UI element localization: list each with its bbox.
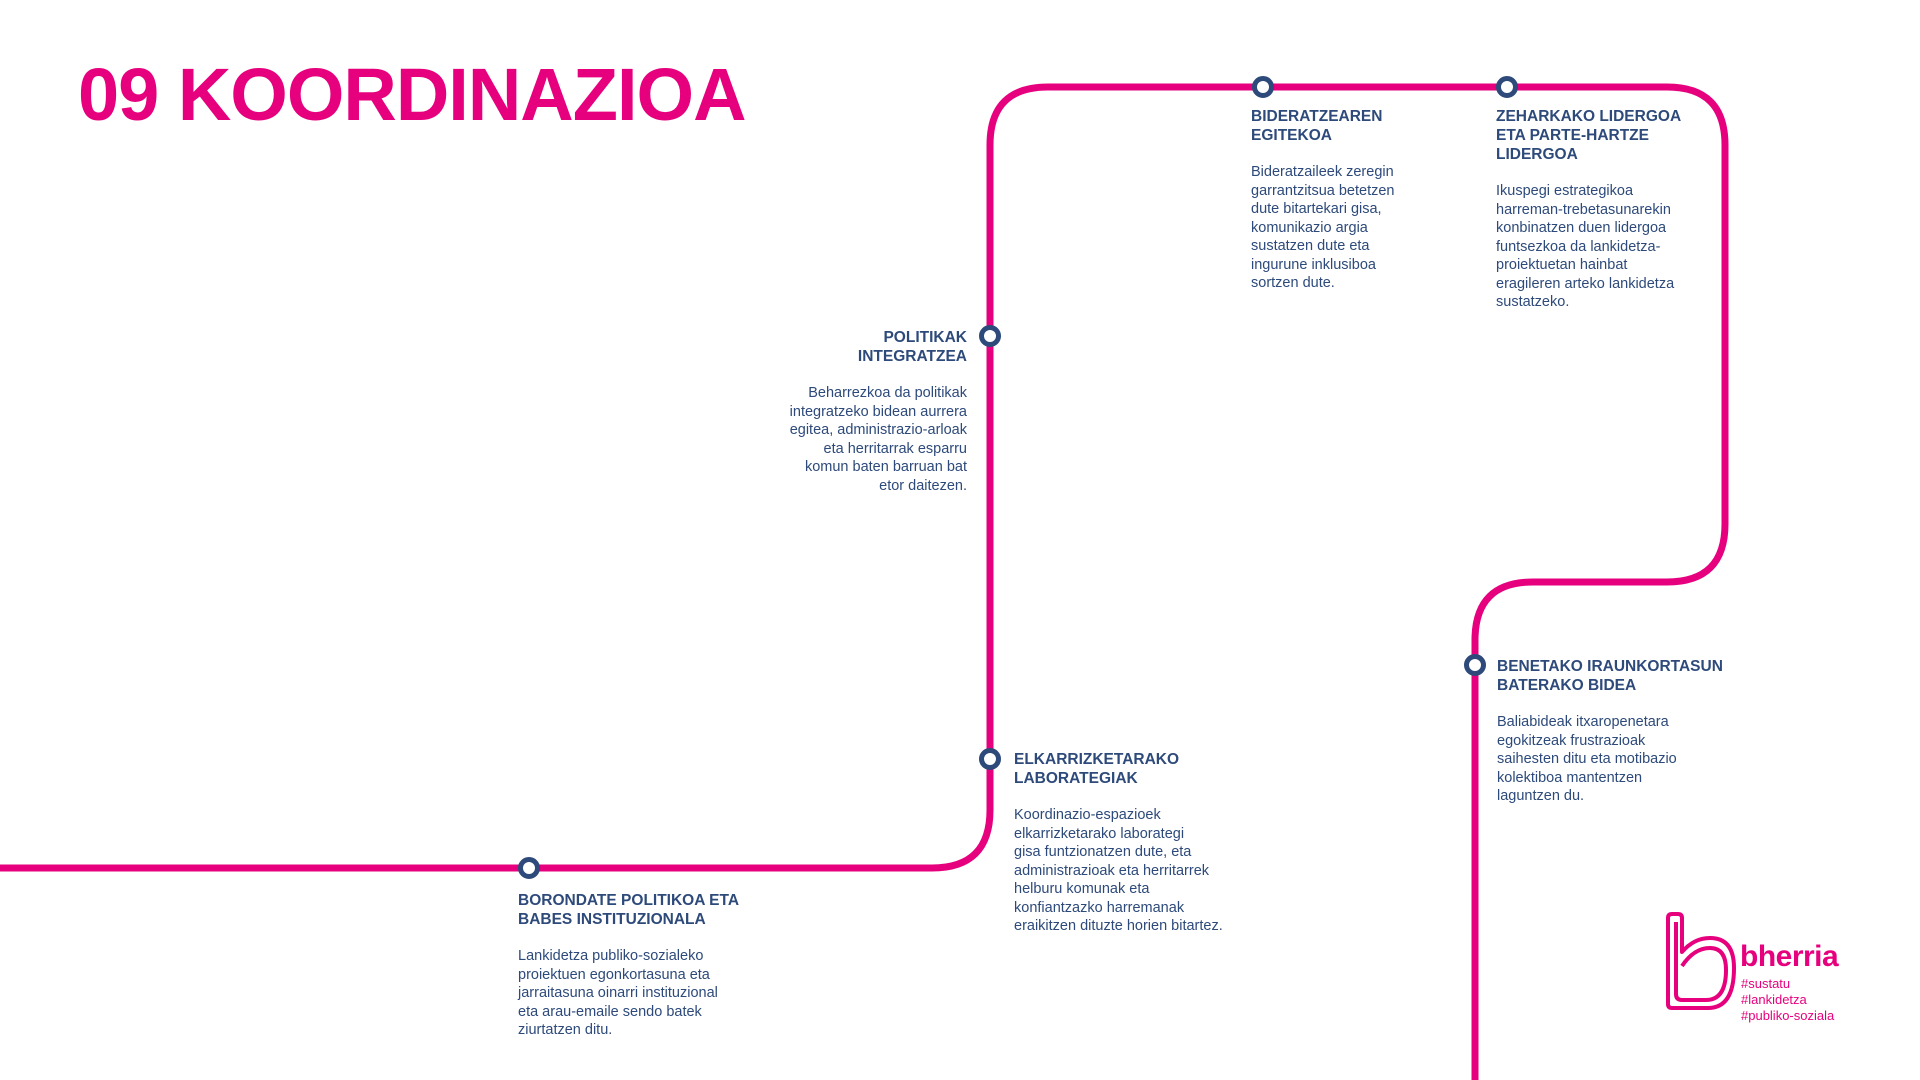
station-marker-4[interactable]: [1255, 79, 1272, 96]
station-marker-1[interactable]: [521, 860, 538, 877]
station-marker-2[interactable]: [982, 751, 999, 768]
logo-hashtags: [1741, 976, 1834, 1024]
stop-description: Ikuspegi estrategikoa harreman-trebetasunarekin konbinatzen duen lidergoa funtsezkoa da lankidetza- proiektuetan hainbat eragileren arteko lankidetza sustatzeko.: [1496, 183, 1675, 310]
stop-title: ZEHARKAKO LIDERGOA ETA PARTE-HARTZE LIDERGOA: [1496, 108, 1682, 163]
page-title: 09 KOORDINAZIOA: [78, 53, 746, 136]
stop-title: BENETAKO IRAUNKORTASUN BATERAKO BIDEA: [1497, 658, 1723, 694]
stop-description: Bideratzaileek zeregin garrantzitsua betetzen dute bitartekari gisa, komunikazio argia sustatzen dute eta ingurune inklusiboa sortzen dute.: [1251, 164, 1395, 291]
station-marker-5[interactable]: [1499, 79, 1516, 96]
stop-benetako-iraunkortasun: [1497, 657, 1797, 806]
stop-elkarrizketarako-laborategiak: [1014, 750, 1314, 936]
stop-description: Koordinazio-espazioek elkarrizketarako laborategi gisa funtzionatzen dute, eta administrazioak eta herritarrek helburu komunak eta konfiantzazko harremanak eraikitzen dituzte horien bitartez.: [1014, 807, 1223, 934]
stop-politikak-integratzea: [667, 328, 967, 495]
stop-borondate-politikoa: [518, 891, 818, 1040]
stop-title: BIDERATZEAREN EGITEKOA: [1251, 108, 1383, 144]
stop-description: Baliabideak itxaropenetara egokitzeak frustrazioak saihesten ditu eta motibazio kolektiboa mantentzen laguntzen du.: [1497, 714, 1677, 804]
logo-tag: #publiko-soziala: [1741, 1008, 1835, 1023]
stop-title: ELKARRIZKETARAKO LABORATEGIAK: [1014, 751, 1180, 787]
station-marker-3[interactable]: [982, 328, 999, 345]
logo-tag: #sustatu: [1741, 976, 1791, 991]
logo-wordmark: bherria: [1740, 940, 1839, 973]
stop-description: Lankidetza publiko-sozialeko proiektuen egonkortasuna eta jarraitasuna oinarri instituzional eta arau-emaile sendo batek ziurtatzen ditu.: [518, 948, 718, 1038]
station-marker-6[interactable]: [1467, 657, 1484, 674]
stop-description: Beharrezkoa da politikak integratzeko bidean aurrera egitea, administrazio-arloak eta herritarrak esparru komun baten barruan bat etor daitezen.: [789, 385, 967, 494]
stop-title: POLITIKAK INTEGRATZEA: [857, 329, 967, 365]
stop-zeharkako-lidergoa: [1496, 107, 1796, 312]
logo-tag: #lankidetza: [1741, 992, 1807, 1007]
stop-title: BORONDATE POLITIKOA ETA BABES INSTITUZIONALA: [518, 892, 740, 928]
